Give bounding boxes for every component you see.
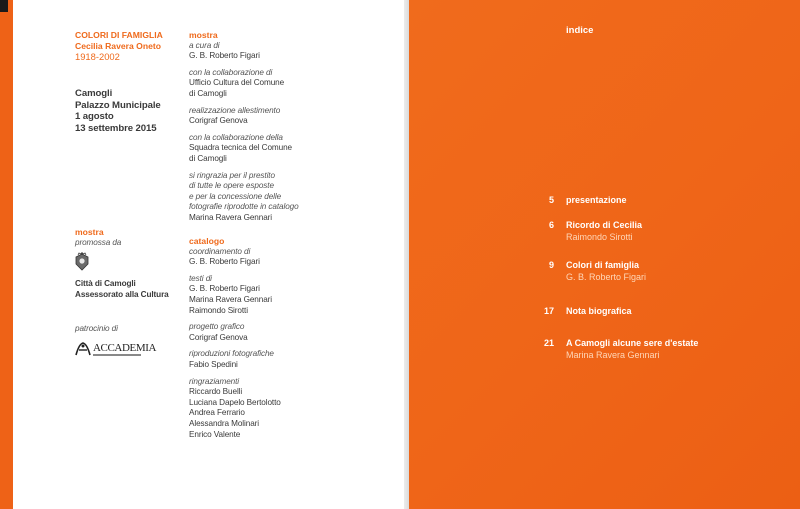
venue-city: Camogli (75, 88, 113, 99)
accademia-logo-text: ACCADEMIA (93, 342, 157, 354)
venue-building: Palazzo Municipale (75, 99, 161, 111)
binding-mark (0, 0, 8, 12)
coord-label: coordinamento di (189, 246, 251, 256)
accademia-emblem-icon (74, 340, 92, 358)
ack-name: Alessandra Molinari (189, 418, 260, 428)
toc-page-number: 17 (543, 306, 554, 316)
coord-name: G. B. Roberto Figari (189, 257, 260, 267)
setup-name: Corigraf Genova (189, 116, 248, 126)
mostra-credits (189, 30, 299, 224)
text-author: Raimondo Sirotti (189, 305, 248, 315)
promoted-label: promossa da (75, 237, 122, 247)
toc-title: Colori di famiglia (566, 260, 640, 270)
exhibition-title-block (75, 30, 163, 62)
venue-date-from: 1 agosto (75, 111, 114, 122)
exhibition-title: COLORI DI FAMIGLIA (75, 30, 163, 40)
thanks-line: di tutte le opere esposte (189, 181, 274, 191)
thanks-line: si ringrazia per il prestito (189, 170, 275, 180)
thanks-line: fotografie riprodotte in catalogo (189, 202, 299, 212)
right-page (409, 0, 800, 509)
city-crest-icon (72, 252, 92, 272)
accademia-logo (74, 339, 157, 359)
texts-label: testi di (189, 273, 212, 283)
ack-name: Enrico Valente (189, 429, 241, 439)
promoted-org-line1: Città di Camogli (75, 279, 136, 288)
promoted-org-line2: Assessorato alla Cultura (75, 289, 169, 299)
collab2-line: Squadra tecnica del Comune (189, 143, 292, 153)
collab-label: con la collaborazione di (189, 67, 273, 77)
toc-page-number: 21 (543, 338, 554, 348)
toc-author: Raimondo Sirotti (566, 232, 633, 242)
collab2-label: con la collaborazione della (189, 132, 283, 142)
catalogo-heading: catalogo (189, 236, 225, 246)
photo-name: Fabio Spedini (189, 359, 238, 369)
toc-title: Ricordo di Cecilia (566, 220, 643, 230)
collab2-line: di Camogli (189, 153, 227, 163)
setup-label: realizzazione allestimento (189, 105, 281, 115)
toc-page-number: 5 (548, 195, 554, 205)
patronage-block (75, 324, 118, 335)
venue-date-to: 13 settembre 2015 (75, 122, 157, 134)
toc-page-number: 6 (548, 220, 554, 230)
thanks-name: Marina Ravera Gennari (189, 212, 272, 222)
ack-name: Luciana Dapelo Bertolotto (189, 397, 281, 407)
design-name: Corigraf Genova (189, 332, 248, 342)
toc-author: Marina Ravera Gennari (566, 350, 660, 360)
toc-title: presentazione (566, 195, 627, 205)
promoted-block (75, 227, 121, 248)
exhibition-years: 1918-2002 (75, 51, 120, 63)
toc-title: A Camogli alcune sere d'estate (566, 338, 699, 348)
ack-name: Andrea Ferrario (189, 408, 245, 418)
toc-title: Nota biografica (566, 306, 632, 316)
promoted-org-block (75, 279, 169, 300)
ack-name: Riccardo Buelli (189, 387, 243, 397)
photo-label: riproduzioni fotografiche (189, 349, 274, 359)
collab-line: di Camogli (189, 88, 227, 98)
ack-label: ringraziamenti (189, 376, 240, 386)
curated-label: a cura di (189, 40, 220, 50)
binding-edge (0, 0, 13, 509)
text-author: Marina Ravera Gennari (189, 294, 272, 304)
curator-name: G. B. Roberto Figari (189, 51, 260, 61)
catalogo-credits (189, 236, 281, 440)
text-author: G. B. Roberto Figari (189, 284, 260, 294)
toc-author: G. B. Roberto Figari (566, 272, 647, 282)
venue-block (75, 88, 161, 134)
toc-page-number: 9 (548, 260, 554, 270)
thanks-line: e per la concessione delle (189, 191, 282, 201)
exhibition-artist: Cecilia Ravera Oneto (75, 40, 161, 51)
promoted-heading: mostra (75, 227, 104, 237)
collab-line: Ufficio Cultura del Comune (189, 78, 285, 88)
design-label: progetto grafico (189, 322, 245, 332)
mostra-credits-heading: mostra (189, 30, 218, 40)
index-heading: indice (566, 25, 594, 36)
accademia-logo-rule (93, 354, 141, 356)
patronage-label: patrocinio di (75, 324, 118, 333)
